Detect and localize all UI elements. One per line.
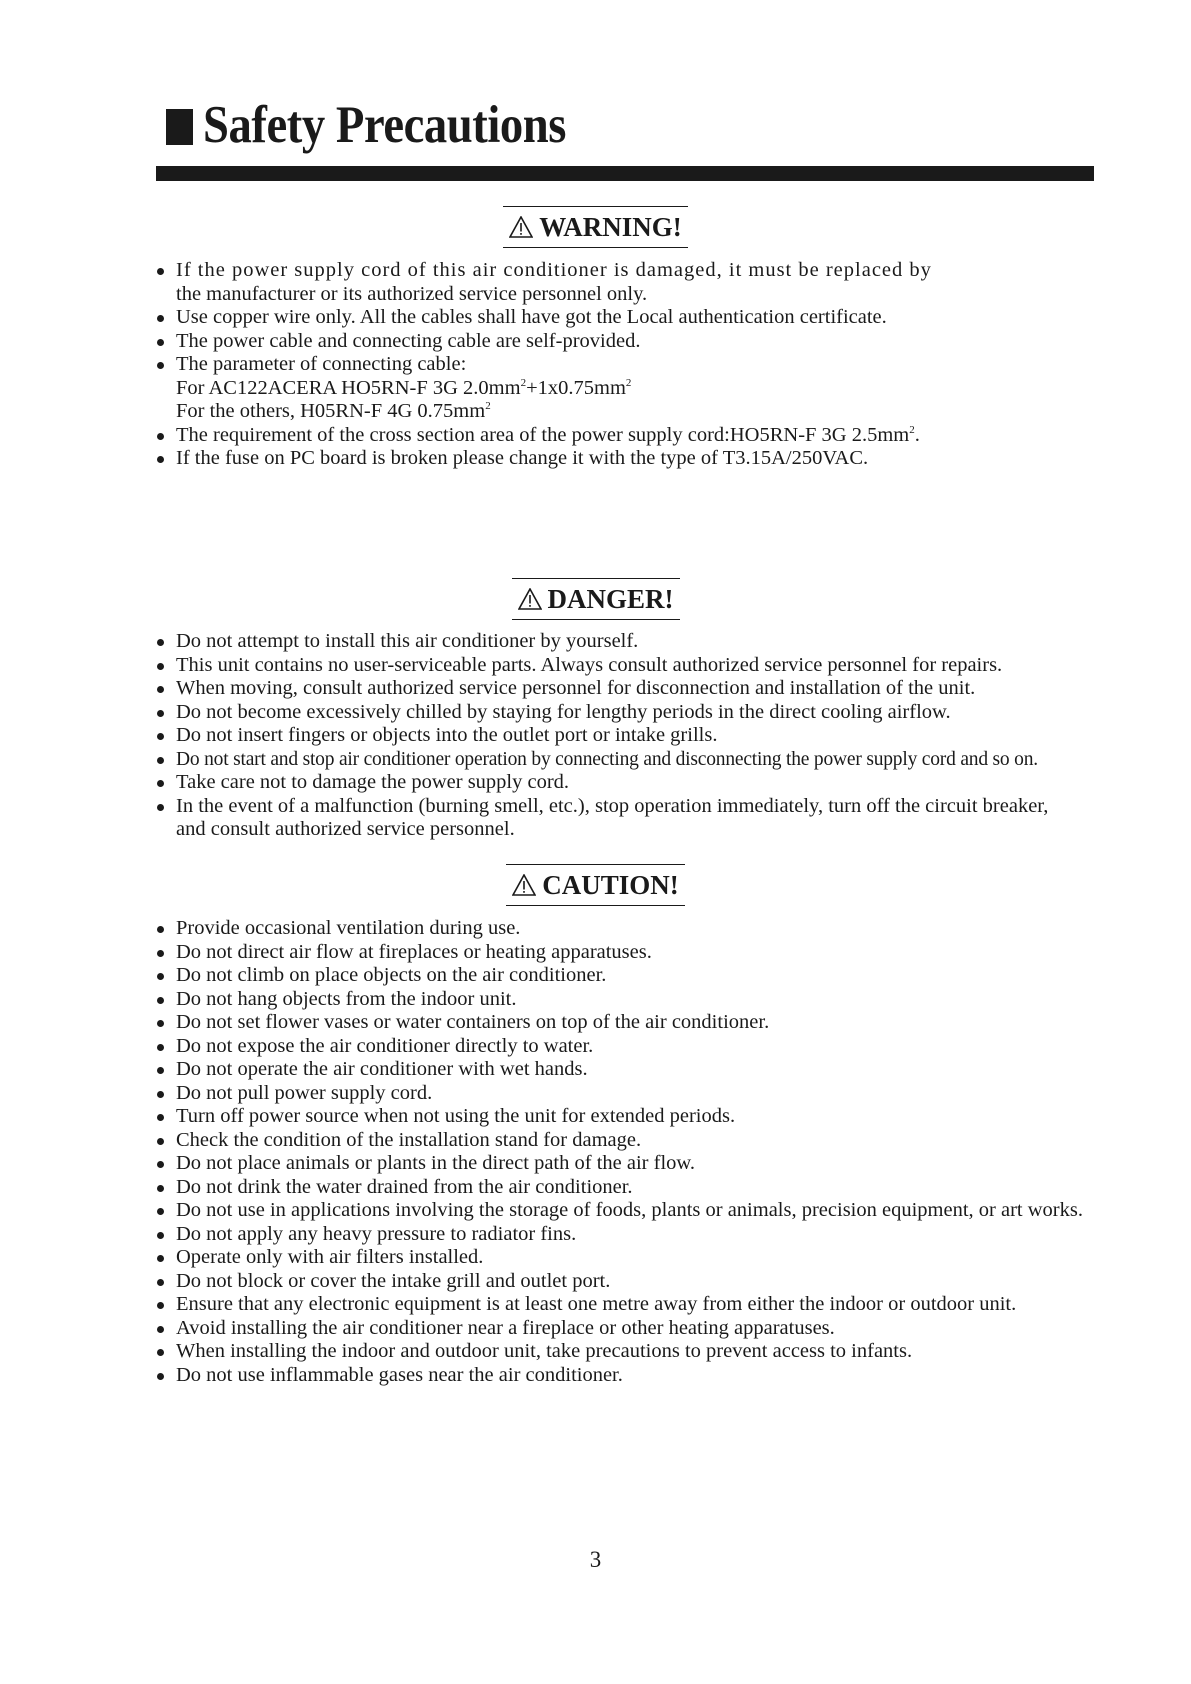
list-item: Check the condition of the installation stand for damage. xyxy=(156,1129,1083,1153)
list-item: Ensure that any electronic equipment is at least one metre away from either the indoor or outdoor unit. xyxy=(156,1293,1083,1317)
list-item: Take care not to damage the power supply cord. xyxy=(156,771,1048,795)
list-item: Do not use in applications involving the storage of foods, plants or animals, precision equipment, or art works. xyxy=(156,1199,1083,1223)
list-item: Turn off power source when not using the unit for extended periods. xyxy=(156,1105,1083,1129)
list-item: Operate only with air filters installed. xyxy=(156,1246,1083,1270)
list-item: Do not start and stop air conditioner operation by connecting and disconnecting the power supply cord and so on. xyxy=(156,748,1048,772)
list-item: Do not insert fingers or objects into the outlet port or intake grills. xyxy=(156,724,1048,748)
warning-heading-text: WARNING! xyxy=(539,211,682,242)
list-item: The requirement of the cross section area of the power supply cord:HO5RN-F 3G $2.5mm^2$. xyxy=(156,424,932,448)
page-title xyxy=(166,95,616,155)
list-item: Do not block or cover the intake grill and outlet port. xyxy=(156,1270,1083,1294)
warning-triangle-icon xyxy=(509,216,533,238)
list-item: Do not become excessively chilled by staying for lengthy periods in the direct cooling airflow. xyxy=(156,701,1048,725)
list-item: Do not apply any heavy pressure to radiator fins. xyxy=(156,1223,1083,1247)
warning-triangle-icon xyxy=(518,588,542,610)
list-item: Do not place animals or plants in the direct path of the air flow. xyxy=(156,1152,1083,1176)
list-item: Do not hang objects from the indoor unit. xyxy=(156,988,1083,1012)
list-item: The parameter of connecting cable: For AC122ACERA HO5RN-F 3G $2.0mm^2+1x0.75mm^2$ For the others, H05RN-F 4G $0.75mm^2$ xyxy=(156,353,932,424)
warning-list xyxy=(156,259,932,471)
list-item: Use copper wire only. All the cables shall have got the Local authentication certificate. xyxy=(156,306,932,330)
danger-heading-text: DANGER! xyxy=(547,583,674,614)
caution-list xyxy=(156,917,1083,1387)
list-item: Do not pull power supply cord. xyxy=(156,1082,1083,1106)
list-item: Do not attempt to install this air conditioner by yourself. xyxy=(156,630,1048,654)
list-item: Avoid installing the air conditioner near a fireplace or other heating apparatuses. xyxy=(156,1317,1083,1341)
title-divider xyxy=(156,166,1094,181)
danger-heading xyxy=(0,578,1191,620)
list-item: The power cable and connecting cable are self-provided. xyxy=(156,330,932,354)
list-item: If the fuse on PC board is broken please change it with the type of T3.15A/250VAC. xyxy=(156,447,932,471)
list-item: Do not expose the air conditioner directly to water. xyxy=(156,1035,1083,1059)
page-number: 3 xyxy=(589,1547,602,1572)
list-item: When installing the indoor and outdoor unit, take precautions to prevent access to infants. xyxy=(156,1340,1083,1364)
warning-heading xyxy=(0,206,1191,248)
warning-triangle-icon xyxy=(512,874,536,896)
title-square-icon xyxy=(166,109,193,145)
danger-list xyxy=(156,630,1048,842)
list-item: Do not set flower vases or water containers on top of the air conditioner. xyxy=(156,1011,1083,1035)
list-item: Do not drink the water drained from the air conditioner. xyxy=(156,1176,1083,1200)
page-title-text: Safety Precautions xyxy=(203,96,566,154)
list-item: If the power supply cord of this air conditioner is damaged, it must be replaced by the manufacturer or its authorized service personnel only. xyxy=(156,259,932,306)
list-item: Provide occasional ventilation during use. xyxy=(156,917,1083,941)
list-item: This unit contains no user-serviceable parts. Always consult authorized service personnel for repairs. xyxy=(156,654,1048,678)
caution-heading-text: CAUTION! xyxy=(542,869,679,900)
list-item: Do not direct air flow at fireplaces or heating apparatuses. xyxy=(156,941,1083,965)
list-item: In the event of a malfunction (burning smell, etc.), stop operation immediately, turn off the circuit breaker, and consult authorized service personnel. xyxy=(156,795,1048,842)
list-item: Do not climb on place objects on the air conditioner. xyxy=(156,964,1083,988)
caution-heading xyxy=(0,864,1191,906)
list-item: Do not operate the air conditioner with wet hands. xyxy=(156,1058,1083,1082)
list-item: When moving, consult authorized service personnel for disconnection and installation of the unit. xyxy=(156,677,1048,701)
list-item: Do not use inflammable gases near the air conditioner. xyxy=(156,1364,1083,1388)
